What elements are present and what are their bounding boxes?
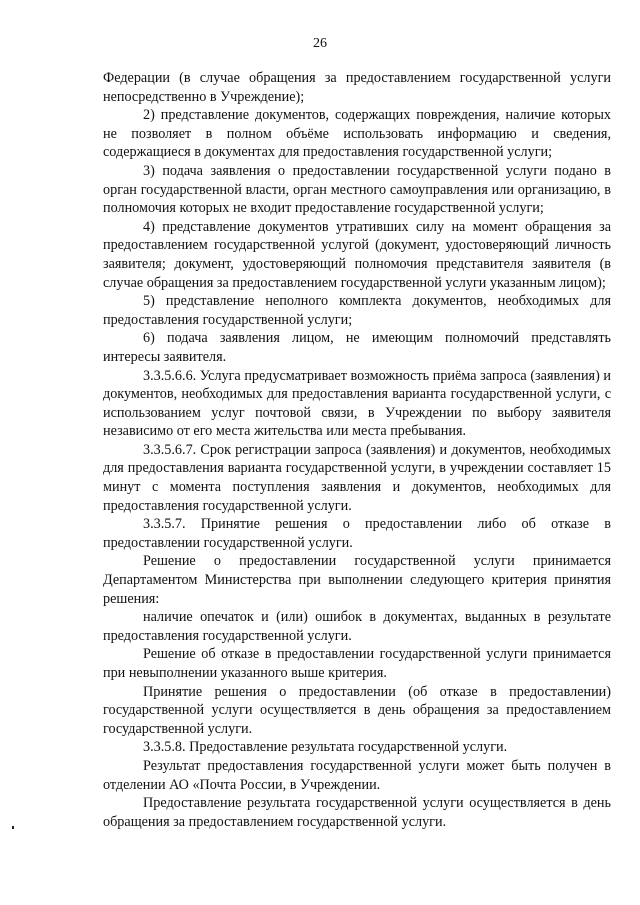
result-paragraph: Результат предоставления государственной услуги может быть получен в отделении АО «Почта России, в Учреждении. [103,757,611,793]
section-3-3-5-6-6: 3.3.5.6.6. Услуга предусматривает возможность приёма запроса (заявления) и документов, необходимых для предоставления варианта государственной услуги, с использованием услуг почтовой связи, в Учреждении по выбору заявителя независимо от его места жительства или места пребывания. [103,367,611,440]
list-item-2: 2) представление документов, содержащих повреждения, наличие которых не позволяет в полном объёме использовать информацию и сведения, содержащиеся в документах для предоставления государственной услуги; [103,107,611,161]
criterion-paragraph: наличие опечаток и (или) ошибок в документах, выданных в результате предоставления государственной услуги. [103,609,611,644]
result-timing-paragraph: Предоставление результата государственной услуги осуществляется в день обращения за предоставлением государственной услуги. [103,795,611,830]
decision-timing-paragraph: Принятие решения о предоставлении (об отказе в предоставлении) государственной услуги осуществляется в день обращения за предоставлением государственной услуги. [103,683,611,737]
section-3-3-5-6-7: 3.3.5.6.7. Срок регистрации запроса (заявления) и документов, необходимых для предоставления варианта государственной услуги, в учреждении составляет 15 минут с момента поступления заявления и документов, необходимых для предоставления государственной услуги. [103,441,611,514]
section-3-3-5-7-heading: 3.3.5.7. Принятие решения о предоставлении либо об отказе в предоставлении государственной услуги. [103,516,611,551]
scan-dot-mark [12,826,14,829]
list-item-5: 5) представление неполного комплекта документов, необходимых для предоставления государственной услуги; [103,293,611,328]
document-body [103,69,611,831]
section-3-3-5-8-heading: 3.3.5.8. Предоставление результата государственной услуги. [143,739,508,756]
refusal-paragraph: Решение об отказе в предоставлении государственной услуги принимается при невыполнении указанного выше критерия. [103,646,611,681]
page-number: 26 [313,36,327,51]
list-item-3: 3) подача заявления о предоставлении государственной услуги подано в орган государственной власти, орган местного самоуправления или организацию, в полномочия которых не входит предоставление государственной услуги; [103,162,611,217]
decision-paragraph: Решение о предоставлении государственной услуги принимается Департаментом Министерства при выполнении следующего критерия принятия решения: [103,553,611,607]
paragraph-continuation: Федерации (в случае обращения за предоставлением государственной услуги непосредственно в Учреждение); [103,70,611,105]
list-item-4: 4) представление документов утративших силу на момент обращения за предоставлением государственной услугой (документ, удостоверяющий личность заявителя; документ, удостоверяющий полномочия представителя заявителя (в случае обращения за предоставлением государственной услуги указанным лицом); [103,218,611,291]
list-item-6: 6) подача заявления лицом, не имеющим полномочий представлять интересы заявителя. [103,330,611,365]
